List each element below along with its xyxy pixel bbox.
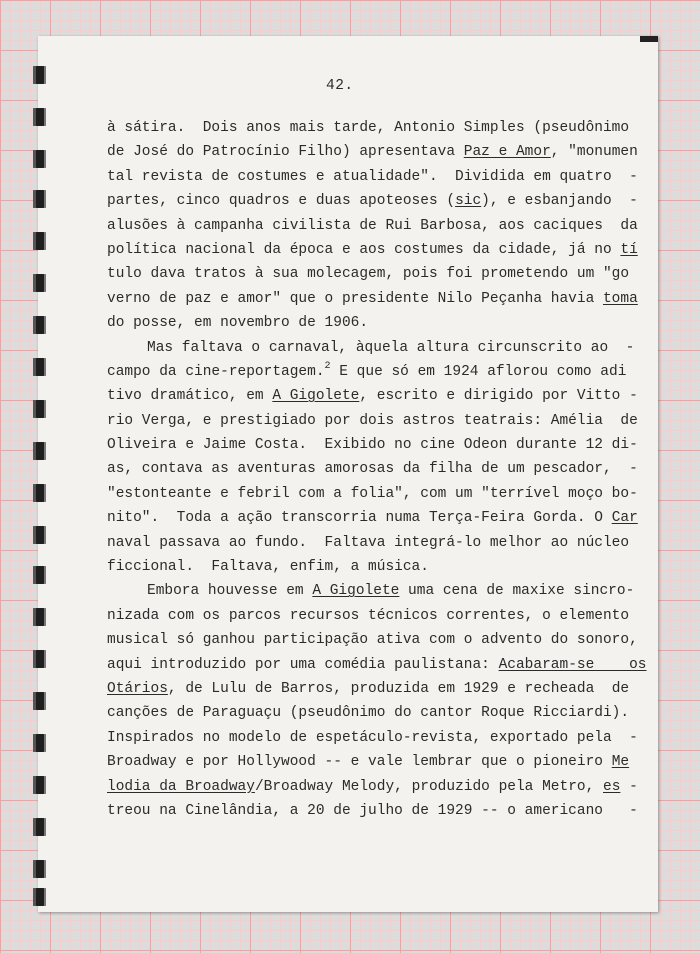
text-segment: política nacional da época e aos costumes da cidade, já no (107, 241, 621, 258)
text-flow (107, 750, 629, 774)
text-line (107, 555, 593, 579)
body-text (107, 116, 647, 823)
text-line (107, 409, 638, 433)
text-line (107, 799, 638, 823)
text-segment: tal revista de costumes e atualidade". Dividida em quatro - (107, 168, 638, 185)
text-segment: tulo dava tratos à sua molecagem, pois foi prometendo um "go (107, 266, 630, 283)
binding-ring (33, 692, 46, 710)
text-flow (107, 165, 638, 189)
binding-ring (33, 442, 46, 460)
text-segment: do posse, em novembro de 1906. (107, 315, 369, 332)
text-segment: nito". Toda a ação transcorria numa Terça-Feira Gorda. O (107, 510, 612, 527)
underlined-title: Me (611, 754, 630, 771)
binding-ring (33, 316, 46, 334)
page-corner-tab (640, 36, 658, 42)
text-flow (107, 555, 429, 579)
text-segment: canções de Paraguaçu (pseudônimo do cantor Roque Ricciardi). (107, 705, 630, 722)
text-flow (107, 604, 629, 628)
underlined-title: Car (611, 510, 638, 527)
text-line (107, 287, 638, 311)
text-flow (107, 287, 638, 311)
text-flow (107, 214, 638, 238)
text-segment: Mas faltava o carnaval, àquela altura circunscrito ao - (147, 339, 635, 356)
text-line (107, 531, 630, 555)
text-segment: E que só em 1924 aflorou como adi (330, 363, 627, 380)
text-segment: Oliveira e Jaime Costa. Exibido no cine Odeon durante 12 di- (107, 437, 638, 454)
text-segment: Embora houvesse em (147, 583, 313, 600)
underlined-title: A Gigolete (272, 388, 360, 405)
text-segment: as, contava as aventuras amorosas da filha de um pescador, - (107, 461, 638, 478)
text-segment: verno de paz e amor" que o presidente Nilo Peçanha havia (107, 290, 603, 307)
text-segment: naval passava ao fundo. Faltava integrá-lo melhor ao núcleo (107, 534, 630, 551)
text-flow (107, 238, 638, 262)
text-line (107, 775, 638, 799)
underlined-title: lodia da Broadway (107, 778, 255, 795)
text-segment: /Broadway Melody, produzido pela Metro, (254, 778, 603, 795)
text-segment: Broadway e por Hollywood -- e vale lembrar que o pioneiro (107, 754, 612, 771)
binding-ring (33, 734, 46, 752)
text-segment: à sátira. Dois anos mais tarde, Antonio Simples (pseudônimo (107, 120, 630, 136)
text-flow (107, 653, 647, 677)
underlined-title: es (603, 778, 621, 795)
text-flow (107, 482, 638, 506)
underlined-title: tí (620, 241, 638, 258)
text-line (107, 457, 638, 481)
text-line (107, 384, 638, 408)
underlined-title: toma (602, 290, 638, 307)
text-flow (107, 384, 638, 408)
binding-ring (33, 818, 46, 836)
text-segment: uma cena de maxixe sincro- (399, 583, 635, 600)
text-flow (107, 140, 638, 164)
text-segment: - (620, 778, 638, 795)
page-number: 42. (326, 78, 354, 94)
binding-ring (33, 776, 46, 794)
text-flow (107, 677, 629, 701)
text-flow (107, 775, 638, 799)
text-segment: ficcional. Faltava, enfim, a música. (107, 559, 429, 576)
footnote-marker: 2 (324, 360, 331, 372)
text-segment: , escrito e dirigido por Vitto - (359, 388, 638, 405)
text-line (107, 360, 627, 384)
text-flow (107, 360, 626, 384)
text-line (107, 701, 630, 725)
binding-ring (33, 274, 46, 292)
text-line (107, 506, 638, 530)
text-line (107, 214, 638, 238)
text-flow (107, 457, 638, 481)
text-segment: nizada com os parcos recursos técnicos correntes, o elemento (107, 607, 630, 624)
text-segment: campo da cine-reportagem. (107, 363, 325, 380)
text-segment: partes, cinco quadros e duas apoteoses ( (107, 193, 456, 210)
text-flow (107, 799, 638, 823)
binding-ring (33, 650, 46, 668)
binding-ring (33, 526, 46, 544)
text-segment: tivo dramático, em (107, 388, 273, 405)
text-line (107, 726, 638, 750)
text-segment: treou na Cinelândia, a 20 de julho de 1929 -- o americano - (107, 802, 638, 819)
text-segment: rio Verga, e prestigiado por dois astros teatrais: Amélia de (107, 412, 638, 429)
underlined-title: Acabaram-se os (498, 656, 647, 673)
text-flow (107, 701, 629, 725)
text-line (107, 336, 635, 360)
text-flow (107, 726, 638, 750)
text-line (107, 653, 647, 677)
text-line (107, 262, 630, 286)
text-flow (107, 116, 629, 140)
text-segment: "estonteante e febril com a folia", com um "terrível moço bo- (107, 485, 638, 502)
text-segment: alusões à campanha civilista de Rui Barbosa, aos caciques da (107, 217, 638, 234)
text-line (107, 579, 635, 603)
text-flow (107, 433, 638, 457)
text-line (107, 482, 638, 506)
underlined-title: Paz e Amor (463, 144, 551, 161)
text-segment: de José do Patrocínio Filho) apresentava (107, 144, 464, 161)
binding-ring (33, 150, 46, 168)
text-flow (107, 409, 638, 433)
text-flow (107, 262, 629, 286)
binding-ring (33, 400, 46, 418)
binding-ring (33, 484, 46, 502)
binding-ring (33, 608, 46, 626)
text-segment: Inspirados no modelo de espetáculo-revista, exportado pela - (107, 729, 638, 746)
spiral-binding (33, 66, 47, 906)
text-flow (107, 531, 629, 555)
underlined-title: sic (455, 193, 482, 210)
text-line (107, 116, 630, 140)
underlined-title: A Gigolete (312, 583, 400, 600)
text-flow (107, 628, 638, 652)
text-flow (107, 189, 638, 213)
text-segment: aqui introduzido por uma comédia paulistana: (107, 656, 499, 673)
text-segment: ), e esbanjando - (481, 193, 638, 210)
text-flow (107, 506, 638, 530)
text-line (107, 433, 638, 457)
text-segment: , de Lulu de Barros, produzida em 1929 e recheada de (167, 680, 630, 697)
text-segment: musical só ganhou participação ativa com o advento do sonoro, (107, 632, 638, 649)
text-line (107, 140, 638, 164)
binding-ring (33, 888, 46, 906)
text-line (107, 189, 638, 213)
binding-ring (33, 108, 46, 126)
text-flow (147, 336, 634, 360)
text-line (107, 677, 630, 701)
text-segment: , "monumen (550, 144, 638, 161)
binding-ring (33, 566, 46, 584)
binding-ring (33, 860, 46, 878)
text-line (107, 238, 638, 262)
binding-ring (33, 66, 46, 84)
text-line (107, 604, 630, 628)
binding-ring (33, 358, 46, 376)
binding-ring (33, 190, 46, 208)
text-line (107, 628, 638, 652)
binding-ring (33, 232, 46, 250)
text-flow (147, 579, 634, 603)
underlined-title: Otários (107, 680, 168, 697)
text-line (107, 165, 638, 189)
text-line (107, 750, 630, 774)
text-flow (107, 311, 368, 335)
text-line (107, 311, 593, 335)
